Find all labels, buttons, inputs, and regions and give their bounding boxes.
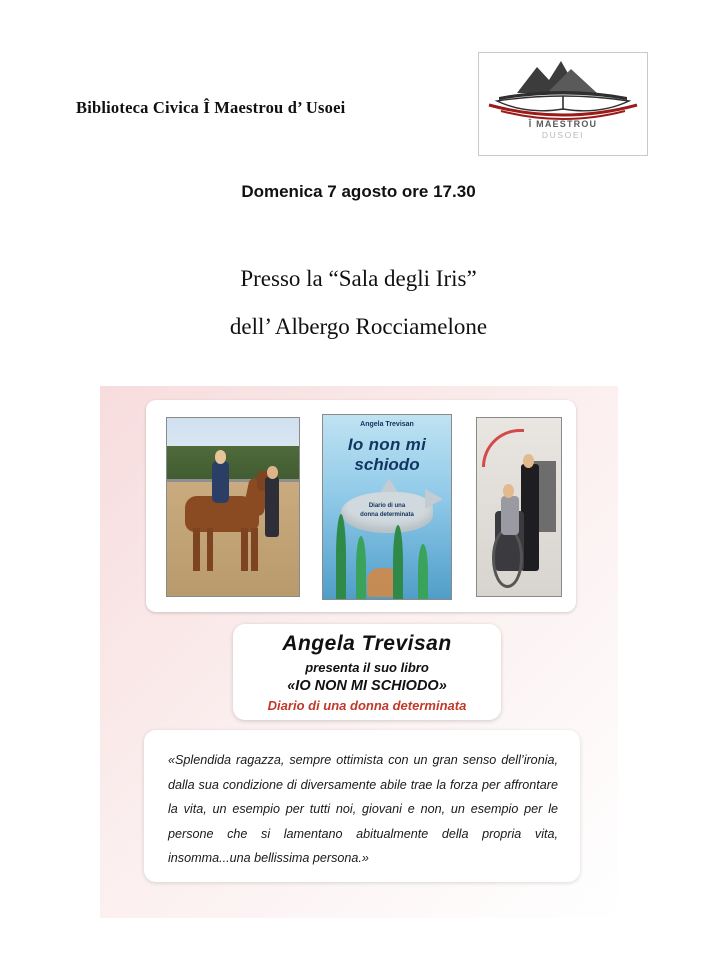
photo-two-women — [476, 417, 562, 597]
seaweed-illustration — [336, 514, 346, 599]
poster-image — [100, 386, 618, 918]
poster-quote-text: «Splendida ragazza, sempre ottimista con un gran senso dell’ironia, dalla sua condizione di diversamente abile trae la forza per affrontare la vita, un esempio per tutti noi, giovani e non, un esempio per le persone che si lamentano abitualmente della propria vita, insomma...una bellissima persona.» — [168, 753, 558, 866]
rider-figure — [212, 461, 229, 504]
book-cover-author: Angela Trevisan — [360, 421, 414, 428]
standing-woman-head — [523, 454, 534, 468]
horse-leg — [193, 528, 200, 571]
photo-strip — [146, 400, 576, 612]
poster-quote-card — [144, 730, 580, 882]
i-maestrou-dusoei-logo — [478, 52, 648, 156]
event-date-line: Domenica 7 agosto ore 17.30 — [241, 182, 476, 201]
seated-woman-figure — [501, 496, 519, 535]
handler-figure — [265, 477, 280, 538]
library-name: Biblioteca Civica Î Maestrou d’ Usoei — [76, 98, 346, 117]
wheelchair-wheel — [492, 528, 523, 587]
book-cover-subtitle-line-1: Diario di una — [368, 503, 406, 509]
document-header — [0, 52, 717, 160]
seated-woman-head — [503, 484, 514, 498]
horse-leg — [241, 528, 248, 571]
photo-horse-fence — [167, 479, 299, 482]
book-cover-subtitle-line-2: donna determinata — [360, 512, 414, 518]
logo-text-sub: DUSOEI — [541, 130, 585, 140]
poster-author-name: Angela Trevisan — [282, 632, 452, 655]
seaweed-illustration — [418, 544, 428, 599]
poster-title-card — [233, 624, 501, 720]
horse-leg — [251, 528, 258, 571]
horse-leg — [207, 528, 214, 571]
seaweed-illustration — [356, 536, 366, 599]
photo-horse-riding — [166, 417, 300, 597]
logo-mountain-book-icon — [479, 53, 647, 123]
venue-line-1: Presso la “Sala degli Iris” — [240, 266, 477, 291]
shark-fin-icon — [379, 478, 399, 494]
poster-book-title: «IO NON MI SCHIODO» — [287, 678, 447, 694]
poster-presents-label: presenta il suo libro — [305, 660, 429, 675]
venue-line-2: dell’ Albergo Rocciamelone — [229, 314, 488, 339]
handler-head — [267, 466, 278, 478]
photo-book-cover — [322, 414, 452, 600]
book-cover-title-line-1: Io non mi — [347, 435, 427, 454]
logo-text-main: Î MAESTROU — [528, 119, 598, 129]
poster-book-subtitle: Diario di una donna determinata — [267, 698, 467, 713]
book-cover-title-line-2: schiodo — [354, 455, 420, 474]
